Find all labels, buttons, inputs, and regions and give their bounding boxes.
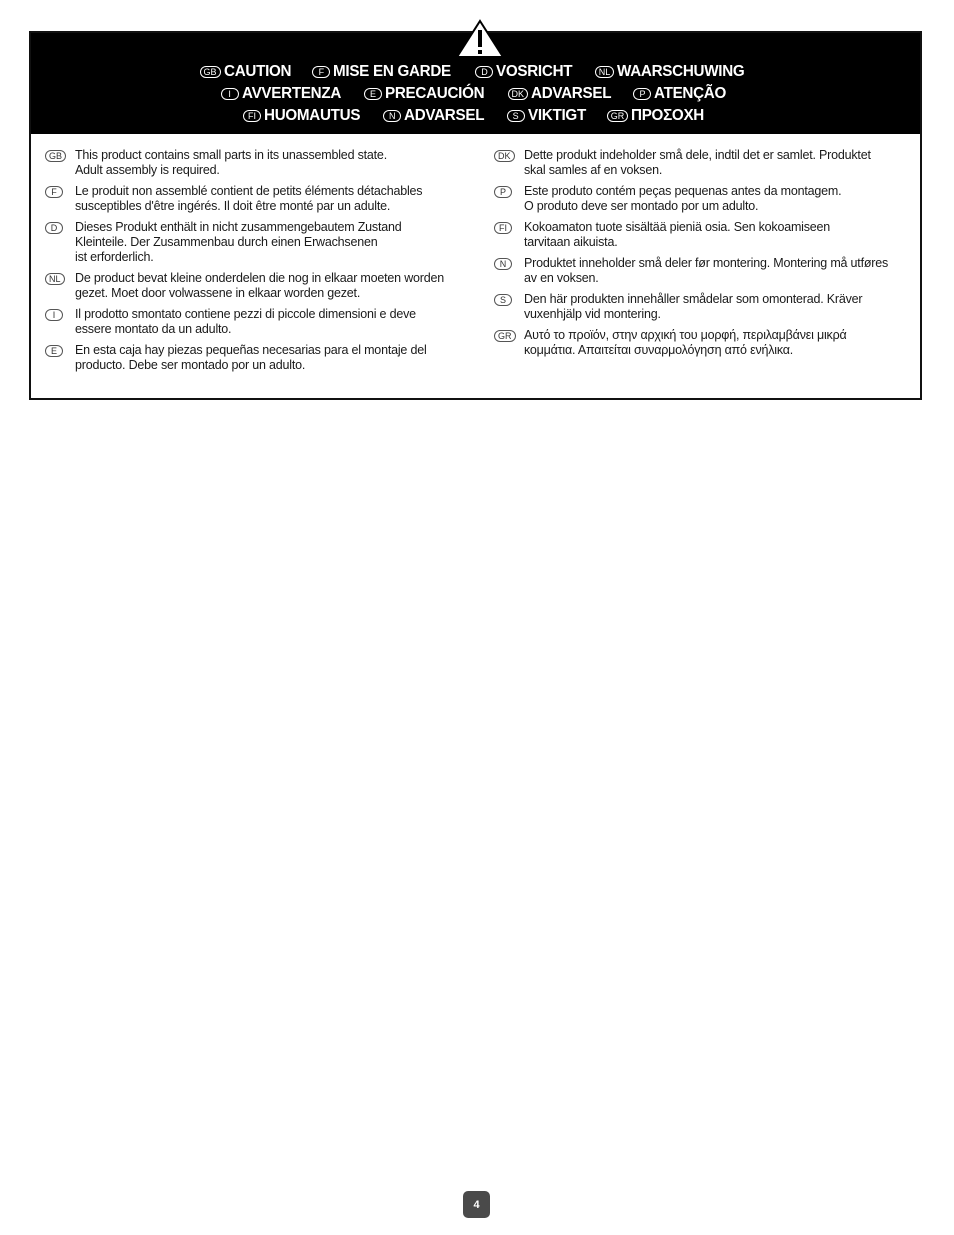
warning-text: Kokoamaton tuote sisältää pieniä osia. Sen kokoamiseen tarvitaan aikuista. — [524, 220, 831, 249]
caution-word: ΠΡΟΣΟΧΗ — [631, 107, 705, 124]
lang-badge: DK — [494, 150, 515, 162]
caution-word: HUOMAUTUS — [263, 107, 361, 124]
caution-item — [508, 85, 616, 103]
warning-text: Produktet inneholder små deler før montering. Montering må utføres av en voksen. — [524, 256, 889, 285]
lang-badge: D — [45, 222, 63, 234]
warning-box — [29, 31, 922, 400]
warning-entry — [494, 148, 914, 178]
lang-badge: P — [494, 186, 512, 198]
warning-text: Il prodotto smontato contiene pezzi di piccole dimensioni e deve essere montato da un adulto. — [75, 307, 416, 336]
lang-badge: I — [45, 309, 63, 321]
warning-text: Den här produkten innehåller smådelar som omonterad. Kräver vuxenhjälp vid montering. — [524, 292, 863, 321]
left-column — [45, 148, 465, 379]
caution-item — [312, 63, 457, 81]
warning-text: De product bevat kleine onderdelen die nog in elkaar moeten worden gezet. Moet door volwassene in elkaar worden gezet. — [75, 271, 444, 300]
warning-text: Este produto contém peças pequenas antes da montagem. O produto deve ser montado por um adulto. — [524, 184, 842, 213]
caution-item — [507, 107, 589, 125]
caution-word: VOSRICHT — [496, 63, 573, 80]
warning-text: Αυτό το προϊόν, στην αρχική του μορφή, περιλαμβάνει μικρά κομμάτια. Απαιτείται συναρμολόγηση από ενήλικα. — [524, 328, 847, 357]
caution-item — [383, 107, 488, 125]
caution-word: VIKTIGT — [527, 107, 586, 124]
warning-text: Dette produkt indeholder små dele, indtil det er samlet. Produktet skal samles af en voksen. — [524, 148, 871, 177]
lang-badge: P — [633, 88, 651, 100]
lang-badge: S — [494, 294, 512, 306]
lang-badge: FI — [243, 110, 261, 122]
warning-entry — [45, 271, 465, 301]
caution-item — [200, 63, 295, 81]
caution-word: WAARSCHUWING — [617, 63, 745, 80]
lang-badge: GR — [494, 330, 516, 342]
lang-badge: E — [364, 88, 382, 100]
warning-entry — [45, 220, 465, 265]
page-number-badge: 4 — [463, 1191, 490, 1218]
warning-entry — [494, 220, 914, 250]
warning-text: This product contains small parts in its unassembled state. Adult assembly is required. — [75, 148, 387, 177]
lang-badge: N — [494, 258, 512, 270]
caution-word: PRECAUCIÓN — [384, 85, 485, 102]
caution-item — [221, 85, 346, 103]
lang-badge: N — [383, 110, 401, 122]
warning-entry — [45, 148, 465, 178]
warning-entry — [494, 328, 914, 358]
caution-word: AVVERTENZA — [241, 85, 341, 102]
caution-item — [475, 63, 576, 81]
warning-header — [31, 33, 920, 134]
caution-word: MISE EN GARDE — [333, 63, 452, 80]
lang-badge: D — [475, 66, 493, 78]
lang-badge: I — [221, 88, 239, 100]
caution-word: ATENÇÃO — [654, 85, 727, 102]
lang-badge: GB — [45, 150, 66, 162]
lang-badge: DK — [508, 88, 529, 100]
caution-line-3 — [31, 107, 920, 125]
caution-word: CAUTION — [223, 63, 291, 80]
warning-text: Dieses Produkt enthält in nicht zusammengebautem Zustand Kleinteile. Der Zusammenbau durch einen Erwachsenen ist erforderlich. — [75, 220, 402, 264]
caution-word: ADVARSEL — [404, 107, 485, 124]
warning-entry — [494, 256, 914, 286]
lang-badge: S — [507, 110, 525, 122]
lang-badge: GR — [607, 110, 629, 122]
lang-badge: FI — [494, 222, 512, 234]
lang-badge: F — [312, 66, 330, 78]
warning-entry — [45, 307, 465, 337]
caution-item — [607, 107, 708, 125]
caution-item — [364, 85, 490, 103]
warning-entry — [45, 184, 465, 214]
lang-badge: NL — [595, 66, 615, 78]
caution-word: ADVARSEL — [531, 85, 612, 102]
warning-entry — [494, 292, 914, 322]
warning-text: Le produit non assemblé contient de petits éléments détachables susceptibles d'être ingérés. Il doit être monté par un adulte. — [75, 184, 423, 213]
caution-line-2 — [31, 85, 920, 103]
caution-item — [633, 85, 730, 103]
caution-line-1 — [31, 63, 920, 81]
right-column — [494, 148, 914, 364]
warning-entry — [45, 343, 465, 373]
lang-badge: E — [45, 345, 63, 357]
caution-item — [595, 63, 752, 81]
lang-badge: NL — [45, 273, 65, 285]
warning-triangle-icon — [455, 19, 505, 59]
warning-text: En esta caja hay piezas pequeñas necesarias para el montaje del producto. Debe ser montado por un adulto. — [75, 343, 427, 372]
lang-badge: F — [45, 186, 63, 198]
warning-entry — [494, 184, 914, 214]
caution-item — [243, 107, 365, 125]
lang-badge: GB — [200, 66, 221, 78]
